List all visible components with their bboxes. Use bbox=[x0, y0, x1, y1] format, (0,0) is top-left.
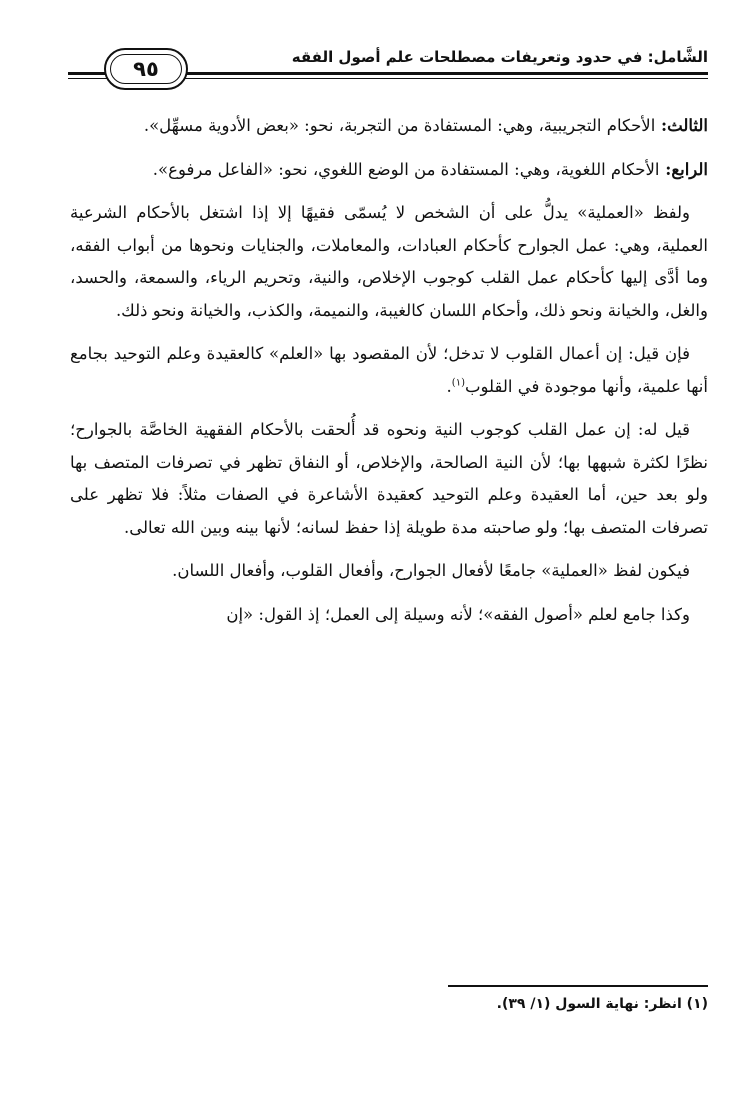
paragraph-lead: الثالث: bbox=[655, 116, 708, 135]
page-header bbox=[68, 44, 708, 90]
paragraph-text: الأحكام اللغوية، وهي: المستفادة من الوضع اللغوي، نحو: «الفاعل مرفوع». bbox=[152, 159, 660, 179]
page-number-badge bbox=[104, 48, 188, 90]
paragraph-text: الأحكام التجريبية، وهي: المستفادة من التجربة، نحو: «بعض الأدوية مسهِّل». bbox=[143, 116, 656, 135]
footnote-reference[interactable]: (١) bbox=[451, 377, 465, 388]
paragraph-response: قيل له: إن عمل القلب كوجوب النية ونحوه قد أُلحقت بالأحكام الفقهية الخاصَّة بالجوارح؛ نظرًا لكثرة شبهها بها؛ لأن النية الصالحة، والإخلاص، أو النفاق تظهر في تصرفات المتصف بها ولو بعد حين، أما العقيدة وعلم التوحيد كعقيدة الأشاعرة في الصفات مثلاً: فلا تظهر على تصرفات المتصف بها؛ ولو صاحبته مدة طويلة إذا حفظ لسانه؛ لأنها بينه وبين الله تعالى. bbox=[70, 420, 708, 537]
footnote: (١) انظر: نهاية السول (١/ ٣٩). bbox=[496, 996, 708, 1012]
body-text bbox=[70, 110, 708, 642]
page-number: ٩٥ bbox=[133, 57, 159, 81]
paragraph-end: . bbox=[446, 376, 452, 396]
footnote-divider bbox=[448, 985, 708, 987]
paragraph-fourth bbox=[70, 154, 708, 187]
running-title: الشَّامل: في حدود وتعريفات مصطلحات علم أصول الفقه bbox=[291, 48, 708, 66]
paragraph-practical-term: ولفظ «العملية» يدلُّ على أن الشخص لا يُسمّى فقيهًا إلا إذا اشتغل بالأحكام الشرعية العملية، وهي: عمل الجوارح كأحكام العبادات، والمعاملات، والجنايات ونحوها من أبواب الفقه، وما أدَّى إليها كأحكام عمل القلب كوجوب الإخلاص، والنية، وتحريم الرياء، والسمعة، والحسد، والغل، والخيانة ونحو ذلك، وأحكام اللسان كالغيبة، والنميمة، والكذب، والخيانة ونحو ذلك. bbox=[70, 203, 708, 320]
paragraph-lead: الرابع: bbox=[659, 159, 708, 179]
paragraph-conclusion: فيكون لفظ «العملية» جامعًا لأفعال الجوارح، وأفعال القلوب، وأفعال اللسان. bbox=[172, 561, 690, 580]
paragraph-usul: وكذا جامع لعلم «أصول الفقه»؛ لأنه وسيلة إلى العمل؛ إذ القول: «إن bbox=[226, 604, 690, 624]
paragraph-third bbox=[70, 110, 708, 143]
paragraph-objection bbox=[70, 338, 708, 403]
paragraph-text: فإن قيل: إن أعمال القلوب لا تدخل؛ لأن المقصود بها «العلم» كالعقيدة وعلم التوحيد بجامع أنها علمية، وأنها موجودة في القلوب bbox=[70, 344, 708, 396]
